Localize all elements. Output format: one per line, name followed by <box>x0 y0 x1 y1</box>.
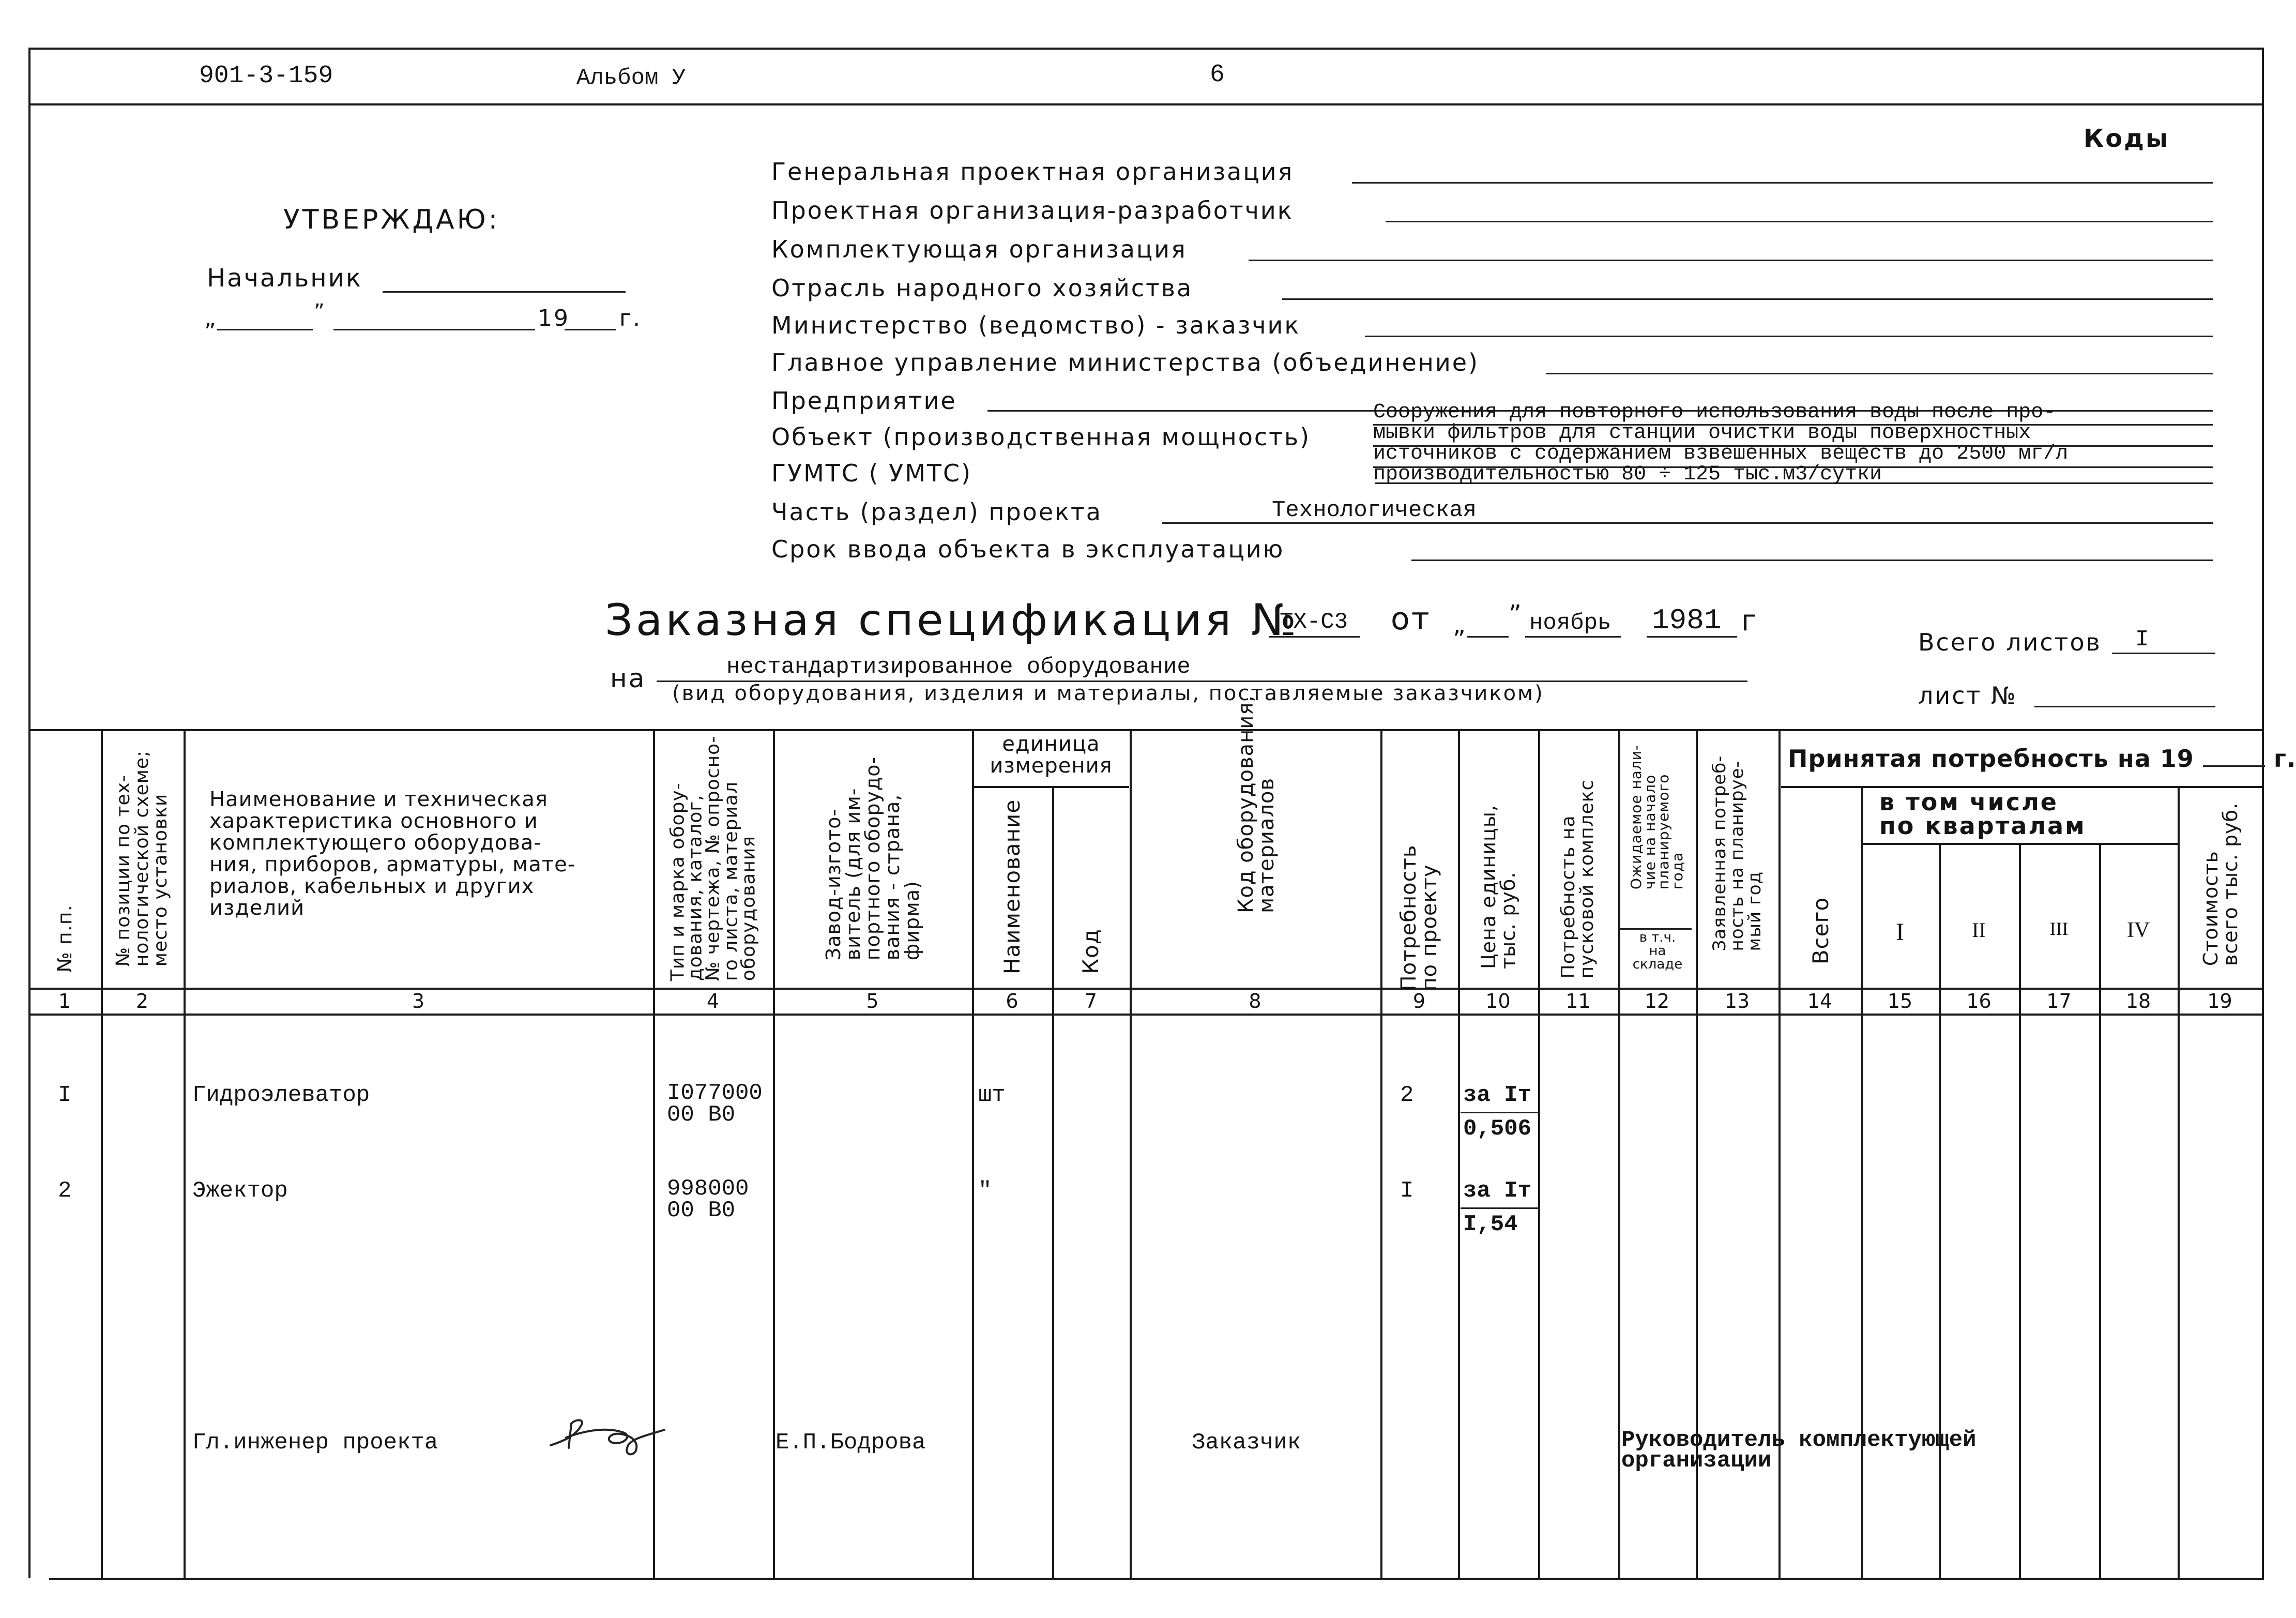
spec-month: ноябрь <box>1529 610 1611 636</box>
col-number-18: 18 <box>2125 990 2151 1012</box>
row1-unit: шт <box>978 1082 1006 1108</box>
supplier-head-line1: Руководитель комплектующей <box>1621 1427 1976 1453</box>
chief-name-line <box>383 291 626 293</box>
row2-type-line1: 998000 <box>667 1176 749 1202</box>
engineer-name: Е.П.Бодрова <box>776 1430 926 1456</box>
col-number-9: 9 <box>1412 990 1426 1012</box>
header-col10-line1: Цена единицы, <box>1477 805 1500 969</box>
commissioning-label: Срок ввода объекта в эксплуатацию <box>771 535 1285 563</box>
approval-title: УТВЕРЖДАЮ: <box>283 204 500 235</box>
supplier-head-line2: организации <box>1621 1448 1772 1474</box>
header-col8-line1: Код оборудования, <box>1234 694 1258 914</box>
row1-type-line2: 00 В0 <box>667 1102 736 1128</box>
day-line <box>217 329 313 330</box>
header-col5-line4: вания - страна, <box>881 794 904 961</box>
header-col8-line2: материалов <box>1255 777 1279 914</box>
header-col5-line1: Завод-изгото- <box>822 808 845 961</box>
col-number-6: 6 <box>1006 990 1018 1012</box>
header-col3-line4: ния, приборов, арматуры, мате- <box>209 853 576 876</box>
object-underline-2 <box>1373 445 2213 447</box>
object-label: Объект (производственная мощность) <box>771 423 1311 451</box>
col-line-10 <box>1538 729 1540 1578</box>
main-directorate-label: Главное управление министерства (объединение) <box>771 349 1480 376</box>
object-description <box>1373 402 2068 485</box>
header-accepted-suffix: г. <box>2273 745 2296 773</box>
row2-price-underline <box>1461 1207 1538 1209</box>
col-number-5: 5 <box>866 990 879 1012</box>
header-quarters-line2: по кварталам <box>1879 812 2086 840</box>
col-line-6 <box>1052 786 1054 1578</box>
header-col12 <box>1627 744 1686 890</box>
header-col13-line3: мый год <box>1744 871 1765 951</box>
row2-unit: " <box>978 1178 992 1204</box>
industry-label: Отрасль народного хозяйства <box>771 274 1193 302</box>
header-col2-line1: № позиции по тех- <box>113 775 134 967</box>
header-q2: II <box>1972 918 1986 942</box>
header-col3-line5: риалов, кабельных и других <box>209 874 535 898</box>
header-col2 <box>114 750 170 966</box>
col-number-19: 19 <box>2207 990 2232 1012</box>
object-line-2: мывки фильтров для станции очистки воды поверхностных <box>1373 421 2031 445</box>
header-quarters-group <box>1879 790 2086 838</box>
col-number-17: 17 <box>2046 990 2072 1012</box>
spec-day-line <box>1467 636 1509 638</box>
object-underline-1 <box>1373 424 2213 426</box>
col-line-11 <box>1618 729 1620 1578</box>
page-number: 6 <box>1210 61 1225 89</box>
col-line-2 <box>184 729 186 1578</box>
col-number-3: 3 <box>412 990 425 1012</box>
row2-qty: I <box>1400 1178 1414 1204</box>
codes-label: Коды <box>2084 124 2170 153</box>
header-col3-line1: Наименование и техническая <box>209 788 548 811</box>
header-col8 <box>1236 695 1277 913</box>
commissioning-line <box>1411 560 2213 561</box>
row2-name: Эжектор <box>192 1178 288 1204</box>
table-top-border <box>28 729 2262 731</box>
header-col4-line4: го листа, материал <box>720 781 742 981</box>
header-accepted-year: 19 <box>2160 745 2194 773</box>
header-col12-line2: чие на начало <box>1641 774 1659 890</box>
top-border <box>28 48 2262 50</box>
object-line-1: Сооружения для повторного использования воды после про- <box>1373 401 2056 424</box>
col-number-2: 2 <box>135 990 149 1012</box>
col-number-13: 13 <box>1724 990 1750 1012</box>
col-number-11: 11 <box>1565 990 1591 1012</box>
object-underline-3 <box>1373 466 2213 468</box>
header-col2-line3: место установки <box>150 793 171 967</box>
col-number-15: 15 <box>1887 990 1913 1012</box>
unit-group-line <box>973 786 1129 788</box>
accepted-year-line <box>2203 765 2265 767</box>
row1-name: Гидроэлеватор <box>192 1082 370 1108</box>
header-col12-sub-line2: на <box>1649 943 1666 959</box>
col-line-4 <box>773 729 775 1578</box>
spec-year-suffix: г <box>1741 604 1758 638</box>
spec-equipment-caption: (вид оборудования, изделия и материалы, поставляемые заказчиком) <box>672 682 1544 705</box>
header-col4-line5: оборудования <box>738 835 759 981</box>
column-numbers-bottom-line <box>28 1014 2262 1016</box>
row2-type <box>667 1178 749 1221</box>
right-border <box>2262 48 2264 1578</box>
supplier-org-label: Комплектующая организация <box>771 235 1187 263</box>
col-line-18 <box>2178 786 2180 1578</box>
header-col12-line3: планируемого <box>1655 774 1672 890</box>
header-accepted-label: Принятая потребность на <box>1788 745 2151 773</box>
col-number-16: 16 <box>1966 990 1991 1012</box>
header-col19-line1: Стоимость <box>2199 851 2222 966</box>
main-directorate-line <box>1546 373 2213 374</box>
chief-label: Начальник <box>207 264 362 293</box>
header-col13-line1: Заявленная потреб- <box>1709 755 1730 951</box>
handwritten-signature <box>545 1414 670 1461</box>
header-unit-line2: измерения <box>990 754 1113 778</box>
header-col4-line3: № чертежа, № опросно- <box>702 735 724 981</box>
sheet-no-line <box>2034 706 2215 707</box>
header-col1: № п.п. <box>53 904 76 973</box>
header-col9-line2: по проекту <box>1418 864 1441 991</box>
header-col13 <box>1711 755 1763 951</box>
header-col12-sub-line3: складе <box>1632 957 1683 972</box>
gumts-label: ГУМТС ( УМТС) <box>771 459 972 487</box>
bottom-border <box>49 1578 2264 1580</box>
col-number-1: 1 <box>58 990 71 1012</box>
header-accepted-group <box>1788 745 2296 773</box>
header-col4-line1: Тип и марка обору- <box>667 782 689 981</box>
chief-engineer-label: Гл.инженер проекта <box>192 1430 438 1456</box>
col-line-8 <box>1380 729 1382 1578</box>
col-number-8: 8 <box>1249 990 1261 1012</box>
row1-type <box>667 1082 763 1126</box>
section-label: Часть (раздел) проекта <box>771 498 1102 526</box>
header-q1: I <box>1896 918 1904 946</box>
row2-price-per: за Iт <box>1463 1178 1532 1204</box>
header-col12-line4: года <box>1668 852 1686 890</box>
header-col3-line2: характеристика основного и <box>209 809 538 833</box>
customer-label: Заказчик <box>1192 1430 1301 1456</box>
spec-number: TX-C3 <box>1280 609 1348 635</box>
developer-org-label: Проектная организация-разработчик <box>771 196 1294 224</box>
header-col2-line2: нологической схеме; <box>131 750 153 967</box>
spec-on-label: на <box>610 663 646 693</box>
album-label: Альбом У <box>576 65 686 91</box>
header-unit-line1: единица <box>1002 732 1100 756</box>
col-line-9 <box>1458 729 1460 1578</box>
document-code: 901-3-159 <box>199 62 333 90</box>
spec-quote-open: „ <box>1453 610 1467 639</box>
header-col3 <box>209 789 575 919</box>
spec-year: 1981 <box>1652 604 1722 637</box>
header-q3: III <box>2049 918 2069 939</box>
header-col11-line2: пусковой комплекс <box>1576 779 1598 979</box>
col-number-7: 7 <box>1084 990 1098 1012</box>
supplier-org-line <box>1249 260 2213 261</box>
col-number-10: 10 <box>1485 990 1511 1012</box>
year-line <box>565 329 616 330</box>
row2-price: I,54 <box>1463 1212 1518 1237</box>
header-unit-group <box>973 733 1129 777</box>
header-col5-line3: портного оборудо- <box>861 756 884 961</box>
header-col11-line1: Потребность на <box>1558 815 1579 979</box>
header-q4: IV <box>2126 918 2150 942</box>
spec-month-line <box>1525 636 1621 638</box>
col-number-14: 14 <box>1807 990 1833 1012</box>
ministry-label: Министерство (ведомство) - заказчик <box>771 311 1301 339</box>
left-border <box>28 48 31 1578</box>
row2-number: 2 <box>58 1178 72 1204</box>
enterprise-label: Предприятие <box>771 387 957 415</box>
sheet-no-label: лист № <box>1918 682 2017 709</box>
spec-title: Заказная спецификация № <box>605 595 1300 645</box>
row1-qty: 2 <box>1400 1082 1414 1108</box>
object-line-3: источников с содержанием взвешенных веществ до 2500 мг/л <box>1373 442 2069 465</box>
ministry-line <box>1365 336 2213 337</box>
col-line-5 <box>972 729 974 1578</box>
row1-price: 0,506 <box>1463 1116 1532 1142</box>
industry-line <box>1282 298 2213 300</box>
header-col12-line1: Ожидаемое нали- <box>1627 744 1645 890</box>
header-col5-line2: витель (для им- <box>842 788 864 961</box>
spec-equipment: нестандартизированное оборудование <box>726 654 1191 680</box>
supplier-head-label <box>1621 1427 1976 1474</box>
col-line-1 <box>101 729 103 1578</box>
row1-type-line1: I077000 <box>667 1080 763 1106</box>
header-divider <box>28 103 2262 105</box>
year-prefix: 19 <box>538 305 570 331</box>
header-col19 <box>2201 803 2240 966</box>
header-col7: Код <box>1078 929 1103 974</box>
month-line <box>333 329 535 330</box>
header-col3-line3: комплектующего оборудова- <box>209 831 542 855</box>
header-col12-sub <box>1621 931 1694 971</box>
col-line-16 <box>2019 843 2021 1578</box>
spec-year-line <box>1647 636 1737 638</box>
col-number-4: 4 <box>706 990 720 1012</box>
total-sheets-line <box>2112 653 2215 654</box>
header-col9-line1: Потребность <box>1397 844 1421 991</box>
row1-number: I <box>58 1082 72 1108</box>
spec-number-line <box>1269 636 1360 638</box>
col-line-7 <box>1130 729 1132 1578</box>
header-col3-line6: изделий <box>209 896 305 920</box>
row1-price-per: за Iт <box>1463 1082 1532 1108</box>
row1-price-underline <box>1461 1112 1538 1113</box>
col-line-17 <box>2099 843 2101 1578</box>
developer-org-line <box>1386 221 2213 222</box>
col-number-12: 12 <box>1644 990 1670 1012</box>
section-value: Технологическая <box>1272 497 1477 523</box>
year-suffix: г. <box>619 305 642 331</box>
header-col10-line2: тыс. руб. <box>1497 871 1519 969</box>
header-col13-line2: ность на планируе- <box>1727 761 1747 951</box>
header-col4-line2: дования, каталог, <box>685 794 706 981</box>
header-col4 <box>667 735 759 981</box>
header-col5-line5: фирма) <box>901 881 923 961</box>
header-col5 <box>824 757 922 961</box>
spec-quote-close: ” <box>1509 600 1523 629</box>
date-quote-open: „ <box>204 305 218 331</box>
object-line-4: производительностью 80 ÷ 125 тыс.м3/сутки <box>1373 463 1882 486</box>
total-sheets-value: I <box>2135 627 2149 653</box>
header-col19-line2: всего тыс. руб. <box>2219 802 2242 966</box>
header-col11 <box>1559 780 1596 979</box>
header-col14: Всего <box>1808 897 1833 965</box>
header-col12-sub-line1: в т.ч. <box>1639 930 1676 945</box>
general-org-line <box>1352 182 2213 184</box>
total-sheets-label: Всего листов <box>1918 628 2102 656</box>
header-col9 <box>1398 844 1440 991</box>
date-quote-close: ” <box>314 300 326 324</box>
spec-from-label: от <box>1391 601 1431 637</box>
header-col6: Наименование <box>999 799 1025 975</box>
header-quarters-line1: в том числе <box>1879 788 2058 816</box>
header-col10 <box>1479 805 1518 969</box>
row2-type-line2: 00 В0 <box>667 1198 736 1223</box>
general-org-label: Генеральная проектная организация <box>771 158 1294 186</box>
